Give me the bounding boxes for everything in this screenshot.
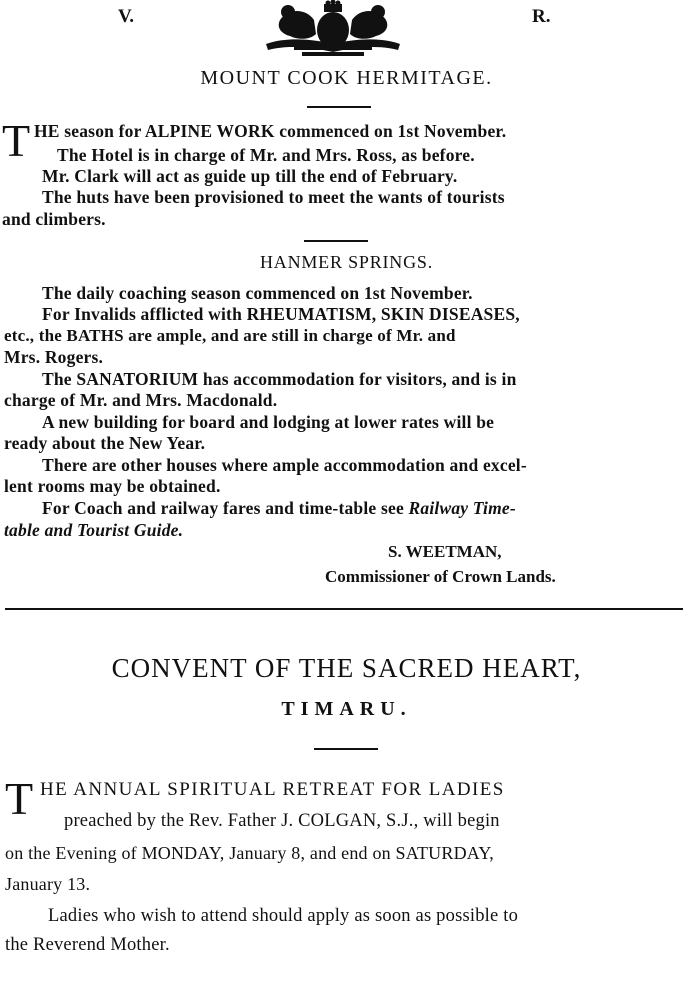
signature-title: Commissioner of Crown Lands. [325,567,556,586]
dropcap-convent: T [5,773,34,824]
signature-name: S. WEETMAN, [388,542,502,561]
section-divider [304,240,368,242]
text-line: charge of Mr. and Mrs. Macdonald. [4,390,278,410]
text-line: The Hotel is in charge of Mr. and Mrs. Ross, as before. [57,145,475,165]
text-line: preached by the Rev. Father J. COLGAN, S.J., will begin [64,811,500,831]
guide-reference-line [42,498,516,519]
text-line: on the Evening of MONDAY, January 8, and end on SATURDAY, [5,843,494,863]
text-line: January 13. [5,874,91,894]
text-line: Mr. Clark will act as guide up till the end of February. [42,166,458,186]
title-underline [307,106,371,108]
guide-title-part2: table and Tourist Guide. [4,520,184,540]
title-underline [314,748,378,750]
text-line: There are other houses where ample accommodation and excel- [42,455,527,475]
text-line: HE season for ALPINE WORK commenced on 1st November. [34,121,507,141]
text-line: Ladies who wish to attend should apply as soon as possible to [48,906,519,926]
text-line: ready about the New Year. [4,433,206,453]
text-line: etc., the BATHS are ample, and are still in charge of Mr. and [4,326,456,345]
notice-subtitle-hanmer: HANMER SPRINGS. [259,252,434,272]
text-line: the Reverend Mother. [5,935,170,955]
guide-prefix: For Coach and railway fares and time-table see [42,498,404,518]
header-left-letter: V. [118,6,135,27]
text-line: The SANATORIUM has accommodation for visitors, and is in [42,369,517,389]
notice-title-convent: CONVENT OF THE SACRED HEART, [111,653,582,683]
text-line: lent rooms may be obtained. [4,476,221,496]
text-line: HE ANNUAL SPIRITUAL RETREAT FOR LADIES [40,779,505,800]
text-line: Mrs. Rogers. [4,347,104,367]
notice-title-mount-cook: MOUNT COOK HERMITAGE. [200,67,493,89]
text-line: and climbers. [2,209,106,229]
text-line: The daily coaching season commenced on 1st November. [42,283,473,303]
column-separator [5,608,683,610]
guide-title-part1: Railway Time- [408,498,516,518]
text-line: The huts have been provisioned to meet the wants of tourists [42,187,505,207]
dropcap-mount-cook: T [2,115,31,166]
header-right-letter: R. [532,6,551,27]
notice-place-timaru: TIMARU. [281,698,412,720]
text-line: For Invalids afflicted with RHEUMATISM, SKIN DISEASES, [42,304,520,324]
text-line: A new building for board and lodging at lower rates will be [42,412,495,432]
royal-arms-crest [258,0,408,58]
